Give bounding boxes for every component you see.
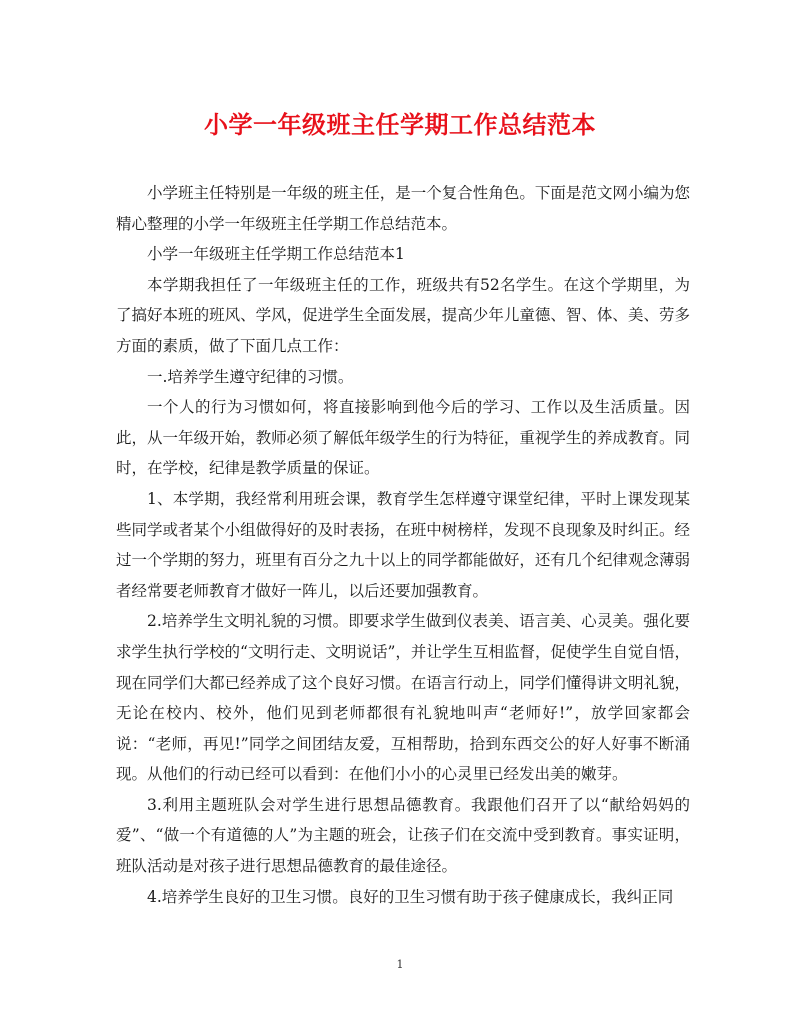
- paragraph: 1、本学期，我经常利用班会课，教育学生怎样遵守课堂纪律，平时上课发现某些同学或者某个小组做得好的及时表扬，在班中树榜样，发现不良现象及时纠正。经过一个学期的努力，班里有百分之九十以上的同学都能做好，还有几个纪律观念薄弱者经常要老师教育才做好一阵儿，以后还要加强教育。: [116, 489, 690, 600]
- paragraph-subheading: 一.培养学生遵守纪律的习惯。: [147, 367, 354, 386]
- paragraph-intro: 小学班主任特别是一年级的班主任，是一个复合性角色。下面是范文网小编为您精心整理的小学一年级班主任学期工作总结范本。: [116, 184, 690, 233]
- paragraph: 2.培养学生文明礼貌的习惯。即要求学生做到仪表美、语言美、心灵美。强化要求学生执行学校的“文明行走、文明说话”，并让学生互相监督，促使学生自觉自悟，现在同学们大都已经养成了这个良好习惯。在语言行动上，同学们懂得讲文明礼貌，无论在校内、校外，他们见到老师都很有礼貌地叫声“老师好!”，放学回家都会说：“老师，再见!”同学之间团结友爱，互相帮助，拾到东西交公的好人好事不断涌现。从他们的行动已经可以看到：在他们小小的心灵里已经发出美的嫩芽。: [116, 612, 690, 784]
- document-body: [116, 178, 690, 912]
- document-title: 小学一年级班主任学期工作总结范本: [204, 110, 596, 139]
- paragraph-section-heading: 小学一年级班主任学期工作总结范本1: [147, 245, 405, 264]
- page-number: 1: [396, 958, 404, 971]
- paragraph: 本学期我担任了一年级班主任的工作，班级共有52名学生。在这个学期里，为了搞好本班的班风、学风，促进学生全面发展，提高少年儿童德、智、体、美、劳多方面的素质，做了下面几点工作：: [116, 275, 690, 355]
- paragraph: 3.利用主题班队会对学生进行思想品德教育。我跟他们召开了以“献给妈妈的爱”、“做一个有道德的人”为主题的班会，让孩子们在交流中受到教育。事实证明，班队活动是对孩子进行思想品德教育的最佳途径。: [116, 795, 690, 876]
- paragraph: 4.培养学生良好的卫生习惯。良好的卫生习惯有助于孩子健康成长，我纠正同: [147, 887, 674, 906]
- paragraph: 一个人的行为习惯如何，将直接影响到他今后的学习、工作以及生活质量。因此，从一年级开始，教师必须了解低年级学生的行为特征，重视学生的养成教育。同时，在学校，纪律是教学质量的保证。: [116, 398, 690, 478]
